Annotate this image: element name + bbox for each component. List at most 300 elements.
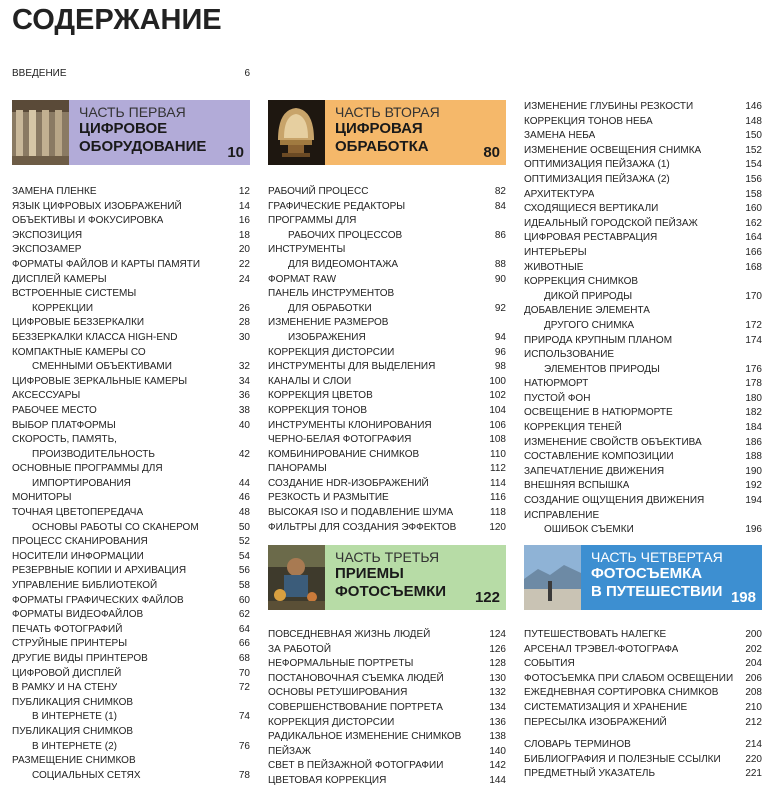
toc-entry-title: СОСТАВЛЕНИЕ КОМПОЗИЦИИ	[524, 451, 674, 463]
toc-entry-title: ФОРМАТЫ ВИДЕОФАЙЛОВ	[12, 609, 144, 621]
toc-entry[interactable]	[12, 185, 250, 200]
toc-entry[interactable]	[268, 346, 506, 361]
toc-entry[interactable]	[268, 672, 506, 687]
toc-entry-page: 156	[745, 173, 762, 185]
toc-entry-title: НЕФОРМАЛЬНЫЕ ПОРТРЕТЫ	[268, 658, 414, 670]
toc-entry-page: 202	[745, 643, 762, 655]
toc-entry-page: 152	[745, 144, 762, 156]
toc-entry[interactable]	[524, 319, 762, 334]
toc-entry-page: 112	[490, 463, 506, 475]
toc-entry[interactable]	[268, 701, 506, 716]
toc-entry-page: 196	[745, 524, 762, 536]
toc-entry-title: КОРРЕКЦИЯ ЦВЕТОВ	[268, 390, 373, 402]
part-three-image	[268, 545, 325, 610]
toc-entry-page: 44	[238, 477, 250, 489]
toc-entry-title: СИСТЕМАТИЗАЦИЯ И ХРАНЕНИЕ	[524, 701, 688, 713]
page-title: СОДЕРЖАНИЕ	[12, 4, 222, 36]
toc-entry-page: 172	[745, 319, 762, 331]
toc-entry[interactable]	[12, 477, 250, 492]
toc-entry-title: СВЕТ В ПЕЙЗАЖНОЙ ФОТОГРАФИИ	[268, 760, 444, 772]
toc-entry-title: ЦИФРОВЫЕ ЗЕРКАЛЬНЫЕ КАМЕРЫ	[12, 375, 188, 387]
toc-entry-page: 26	[238, 302, 250, 314]
toc-entry-title: ФОРМАТ RAW	[268, 273, 337, 285]
toc-entry-page: 20	[238, 244, 250, 256]
toc-entry-page: 32	[238, 361, 250, 373]
toc-entry-title: АКСЕССУАРЫ	[12, 390, 81, 402]
part-two-header[interactable]	[268, 100, 506, 165]
toc-entry[interactable]	[268, 419, 506, 434]
toc-entry-page: 108	[489, 434, 506, 446]
toc-entry-title: СМЕННЫМИ ОБЪЕКТИВАМИ	[32, 361, 172, 373]
part-one-title-line1: ЦИФРОВОЕ	[79, 120, 168, 137]
toc-entry[interactable]	[524, 465, 762, 480]
toc-entry-title: ОСНОВЫ РАБОТЫ СО СКАНЕРОМ	[32, 521, 199, 533]
toc-entry-title: ПЕЧАТЬ ФОТОГРАФИЙ	[12, 623, 123, 635]
toc-entry-page: 214	[745, 739, 762, 751]
part-four-header[interactable]	[524, 545, 762, 610]
toc-entry-title: КОМБИНИРОВАНИЕ СНИМКОВ	[268, 448, 420, 460]
toc-entry-page: 66	[238, 638, 250, 650]
toc-entry[interactable]	[268, 404, 506, 419]
toc-entry[interactable]	[12, 316, 250, 331]
toc-entry-title: СТРУЙНЫЕ ПРИНТЕРЫ	[12, 638, 128, 650]
toc-entry-title: СОЗДАНИЕ HDR-ИЗОБРАЖЕНИЙ	[268, 477, 429, 489]
part-three-header[interactable]	[268, 545, 506, 610]
toc-entry[interactable]	[524, 115, 762, 130]
toc-entry-page: 142	[489, 760, 506, 772]
toc-entry-page	[246, 754, 250, 769]
toc-entry[interactable]	[268, 360, 506, 375]
toc-entry-title: ИЗОБРАЖЕНИЯ	[288, 331, 366, 343]
toc-column-part-two	[268, 185, 506, 535]
toc-entry-page: 132	[489, 687, 506, 699]
toc-entry-title: ОПТИМИЗАЦИЯ ПЕЙЗАЖА (1)	[524, 159, 670, 171]
toc-entry-page: 180	[745, 392, 762, 404]
toc-entry[interactable]	[12, 550, 250, 565]
toc-entry[interactable]	[12, 667, 250, 682]
toc-entry-page: 126	[489, 643, 506, 655]
toc-entry[interactable]	[524, 231, 762, 246]
toc-entry-page: 124	[489, 629, 506, 640]
toc-entry-page: 36	[238, 390, 250, 402]
toc-entry[interactable]	[12, 506, 250, 521]
toc-entry[interactable]	[268, 745, 506, 760]
toc-entry-title: СКОРОСТЬ, ПАМЯТЬ,	[12, 434, 117, 446]
toc-entry-title: ПУБЛИКАЦИЯ СНИМКОВ	[12, 696, 134, 708]
toc-entry-page: 140	[489, 745, 506, 757]
toc-entry-title: ЯЗЫК ЦИФРОВЫХ ИЗОБРАЖЕНИЙ	[12, 200, 182, 212]
toc-entry-page: 212	[745, 716, 762, 728]
toc-entry[interactable]	[524, 290, 762, 305]
toc-entry-title: ДОБАВЛЕНИЕ ЭЛЕМЕНТА	[524, 305, 650, 317]
toc-entry-title: ФОРМАТЫ ФАЙЛОВ И КАРТЫ ПАМЯТИ	[12, 258, 201, 270]
toc-entry[interactable]	[12, 652, 250, 667]
toc-entry-page	[502, 287, 506, 302]
part-three-label: ЧАСТЬ ТРЕТЬЯ	[335, 549, 440, 565]
toc-entry-title: ЗАПЕЧАТЛЕНИЕ ДВИЖЕНИЯ	[524, 465, 665, 477]
toc-entry[interactable]	[524, 716, 762, 731]
toc-entry[interactable]	[12, 740, 250, 755]
toc-entry-title: КОРРЕКЦИЯ ТОНОВ НЕБА	[524, 115, 653, 127]
toc-entry-title: В ИНТЕРНЕТЕ (2)	[32, 740, 117, 752]
toc-entry[interactable]	[12, 623, 250, 638]
toc-entry-page: 86	[494, 229, 506, 241]
toc-entry[interactable]	[524, 628, 762, 643]
toc-entry[interactable]	[268, 200, 506, 215]
toc-entry[interactable]	[524, 494, 762, 509]
toc-entry-title: ДРУГОГО СНИМКА	[544, 319, 635, 331]
toc-entry-title: КОМПАКТНЫЕ КАМЕРЫ СО	[12, 346, 146, 358]
toc-entry[interactable]	[12, 448, 250, 463]
toc-entry-title: ДИКОЙ ПРИРОДЫ	[544, 290, 633, 302]
toc-entry[interactable]	[12, 433, 250, 448]
toc-entry-title: КАНАЛЫ И СЛОИ	[268, 375, 352, 387]
toc-entry-title: ЭЛЕМЕНТОВ ПРИРОДЫ	[544, 363, 660, 375]
toc-entry-page: 58	[238, 580, 250, 592]
toc-entry[interactable]	[268, 214, 506, 229]
toc-entry-title: БИБЛИОГРАФИЯ И ПОЛЕЗНЫЕ ССЫЛКИ	[524, 753, 721, 765]
toc-entry[interactable]	[268, 521, 506, 536]
toc-entry-title: ПУБЛИКАЦИЯ СНИМКОВ	[12, 725, 134, 737]
toc-entry-page: 188	[745, 451, 762, 463]
toc-entry[interactable]	[524, 304, 762, 319]
toc-entry-title: ОСНОВЫ РЕТУШИРОВАНИЯ	[268, 687, 408, 699]
toc-entry-title: ЦИФРОВАЯ РЕСТАВРАЦИЯ	[524, 232, 658, 244]
toc-entry-title: ДЛЯ ОБРАБОТКИ	[288, 302, 372, 314]
toc-entry[interactable]	[12, 579, 250, 594]
toc-entry-title: ВНЕШНЯЯ ВСПЫШКА	[524, 480, 630, 492]
toc-entry[interactable]	[268, 716, 506, 731]
toc-entry-page	[758, 509, 762, 524]
toc-entry-title: ЕЖЕДНЕВНАЯ СОРТИРОВКА СНИМКОВ	[524, 687, 719, 699]
toc-entry-title: МОНИТОРЫ	[12, 492, 72, 504]
toc-entry[interactable]	[524, 523, 762, 538]
toc-entry-title: ПОВСЕДНЕВНАЯ ЖИЗНЬ ЛЮДЕЙ	[268, 629, 431, 640]
toc-entry[interactable]	[524, 738, 762, 753]
toc-entry[interactable]	[12, 273, 250, 288]
toc-entry-title: ДРУГИЕ ВИДЫ ПРИНТЕРОВ	[12, 653, 148, 664]
toc-entry-page: 174	[745, 334, 762, 346]
toc-entry[interactable]	[524, 144, 762, 159]
part-one-header[interactable]	[12, 100, 250, 165]
toc-entry-title: СОБЫТИЯ	[524, 658, 575, 670]
toc-entry-title: НОСИТЕЛИ ИНФОРМАЦИИ	[12, 550, 144, 562]
toc-entry-page: 130	[489, 672, 506, 684]
toc-entry-title: РАБОЧЕЕ МЕСТО	[12, 404, 97, 416]
toc-entry-page: 120	[489, 521, 506, 533]
toc-column-part-four	[524, 628, 762, 782]
toc-entry[interactable]	[12, 462, 250, 477]
toc-entry[interactable]	[524, 188, 762, 203]
toc-entry[interactable]	[12, 214, 250, 229]
toc-entry[interactable]	[12, 287, 250, 302]
toc-entry[interactable]	[524, 643, 762, 658]
toc-column-part-one	[12, 185, 250, 783]
toc-entry-page: 208	[745, 687, 762, 699]
toc-entry[interactable]	[268, 389, 506, 404]
toc-entry-page: 164	[745, 232, 762, 244]
intro-page: 6	[244, 68, 250, 79]
toc-entry-title: ФИЛЬТРЫ ДЛЯ СОЗДАНИЯ ЭФФЕКТОВ	[268, 521, 457, 533]
toc-entry[interactable]	[524, 363, 762, 378]
toc-entry[interactable]	[524, 217, 762, 232]
toc-entry[interactable]	[524, 509, 762, 524]
toc-entry-title: ИЗМЕНЕНИЕ СВОЙСТВ ОБЪЕКТИВА	[524, 436, 702, 448]
toc-entry[interactable]	[268, 686, 506, 701]
toc-entry-title: ИНСТРУМЕНТЫ КЛОНИРОВАНИЯ	[268, 419, 432, 431]
toc-entry-title: ГРАФИЧЕСКИЕ РЕДАКТОРЫ	[268, 200, 406, 212]
toc-entry[interactable]	[524, 686, 762, 701]
toc-entry[interactable]	[12, 389, 250, 404]
toc-entry-page: 38	[238, 404, 250, 416]
toc-entry[interactable]	[12, 419, 250, 434]
toc-entry[interactable]	[12, 696, 250, 711]
toc-entry-title: ИСПОЛЬЗОВАНИЕ	[524, 349, 615, 361]
toc-entry[interactable]	[12, 360, 250, 375]
toc-entry-page: 170	[745, 290, 762, 302]
toc-entry[interactable]	[268, 628, 506, 643]
toc-entry[interactable]	[268, 491, 506, 506]
toc-entry-page: 12	[238, 186, 250, 197]
toc-entry-title: ЧЕРНО-БЕЛАЯ ФОТОГРАФИЯ	[268, 434, 412, 446]
toc-entry[interactable]	[524, 129, 762, 144]
toc-entry-title: НАТЮРМОРТ	[524, 378, 589, 390]
toc-entry-title: ЗАМЕНА НЕБА	[524, 130, 596, 142]
toc-entry[interactable]	[524, 753, 762, 768]
toc-entry[interactable]	[268, 657, 506, 672]
toc-entry-title: ПРЕДМЕТНЫЙ УКАЗАТЕЛЬ	[524, 768, 656, 780]
toc-entry[interactable]	[524, 657, 762, 672]
toc-entry[interactable]	[12, 754, 250, 769]
toc-entry[interactable]	[268, 506, 506, 521]
toc-entry[interactable]	[268, 243, 506, 258]
toc-entry-title: ПРОЦЕСС СКАНИРОВАНИЯ	[12, 536, 148, 548]
toc-entry-page: 24	[238, 273, 250, 285]
toc-entry[interactable]	[268, 258, 506, 273]
toc-entry[interactable]	[268, 774, 506, 789]
intro-label: ВВЕДЕНИЕ	[12, 68, 67, 79]
toc-column-part-three	[268, 628, 506, 789]
toc-entry-page: 54	[238, 550, 250, 562]
toc-entry-page: 52	[238, 536, 250, 548]
toc-entry-page: 22	[238, 258, 250, 270]
toc-entry-page: 78	[238, 769, 250, 781]
toc-entry[interactable]	[12, 302, 250, 317]
toc-entry-page: 72	[238, 682, 250, 694]
toc-entry[interactable]	[268, 273, 506, 288]
toc-entry[interactable]	[268, 759, 506, 774]
part-one-label: ЧАСТЬ ПЕРВАЯ	[79, 104, 186, 120]
toc-entry-title: ОБЪЕКТИВЫ И ФОКУСИРОВКА	[12, 215, 164, 227]
toc-entry[interactable]	[12, 594, 250, 609]
toc-entry-page: 166	[745, 246, 762, 258]
toc-entry[interactable]	[268, 287, 506, 302]
toc-entry-title: ИЗМЕНЕНИЕ ОСВЕЩЕНИЯ СНИМКА	[524, 144, 702, 156]
toc-entry-page: 94	[494, 331, 506, 343]
toc-entry-page	[502, 214, 506, 229]
toc-entry[interactable]	[268, 730, 506, 745]
toc-entry-title: ИНТЕРЬЕРЫ	[524, 246, 587, 258]
toc-entry-title: АРСЕНАЛ ТРЭВЕЛ-ФОТОГРАФА	[524, 643, 679, 655]
toc-entry[interactable]	[268, 643, 506, 658]
toc-entry-page: 30	[238, 331, 250, 343]
part-two-page: 80	[483, 144, 500, 161]
toc-entry[interactable]	[12, 710, 250, 725]
toc-entry[interactable]	[12, 404, 250, 419]
toc-entry[interactable]	[524, 275, 762, 290]
toc-entry[interactable]	[524, 100, 762, 115]
toc-entry[interactable]	[524, 202, 762, 217]
spacer	[524, 730, 762, 738]
toc-entry-page: 176	[745, 363, 762, 375]
toc-entry[interactable]	[524, 392, 762, 407]
toc-entry-page	[502, 316, 506, 331]
toc-entry[interactable]	[268, 185, 506, 200]
toc-entry[interactable]	[524, 672, 762, 687]
toc-entry-title: ИНСТРУМЕНТЫ ДЛЯ ВЫДЕЛЕНИЯ	[268, 361, 436, 373]
toc-entry-title: ИЗМЕНЕНИЕ ГЛУБИНЫ РЕЗКОСТИ	[524, 101, 694, 112]
toc-entry[interactable]	[268, 448, 506, 463]
toc-entry[interactable]	[12, 769, 250, 784]
toc-entry-title: КОРРЕКЦИЯ ТОНОВ	[268, 404, 368, 416]
part-one-image	[12, 100, 69, 165]
toc-entry-page: 146	[745, 101, 762, 112]
toc-entry[interactable]	[12, 331, 250, 346]
intro-entry[interactable]	[12, 68, 250, 79]
toc-entry[interactable]	[268, 462, 506, 477]
toc-entry-page: 74	[238, 711, 250, 723]
toc-column-part-three-continued	[524, 100, 762, 538]
toc-entry[interactable]	[12, 564, 250, 579]
toc-entry-page: 148	[745, 115, 762, 127]
toc-entry[interactable]	[524, 261, 762, 276]
toc-entry-page: 160	[745, 203, 762, 215]
toc-entry[interactable]	[12, 681, 250, 696]
part-four-label: ЧАСТЬ ЧЕТВЕРТАЯ	[591, 549, 723, 565]
toc-entry[interactable]	[524, 450, 762, 465]
toc-entry-title: УПРАВЛЕНИЕ БИБЛИОТЕКОЙ	[12, 580, 158, 592]
toc-entry-title: ВЫСОКАЯ ISO И ПОДАВЛЕНИЕ ШУМА	[268, 507, 454, 519]
toc-entry[interactable]	[524, 377, 762, 392]
toc-entry[interactable]	[524, 348, 762, 363]
toc-entry-page: 50	[238, 521, 250, 533]
toc-entry-title: ДЛЯ ВИДЕОМОНТАЖА	[288, 258, 399, 270]
toc-entry-title: КОРРЕКЦИИ	[32, 302, 94, 314]
toc-entry[interactable]	[12, 725, 250, 740]
toc-entry[interactable]	[268, 229, 506, 244]
toc-entry-title: ИМПОРТИРОВАНИЯ	[32, 477, 131, 489]
part-four-title-line2: В ПУТЕШЕСТВИИ	[591, 583, 723, 600]
toc-entry[interactable]	[12, 608, 250, 623]
toc-entry[interactable]	[268, 375, 506, 390]
toc-entry-page	[246, 462, 250, 477]
toc-entry[interactable]	[524, 406, 762, 421]
toc-entry-page	[246, 287, 250, 302]
toc-entry[interactable]	[12, 229, 250, 244]
toc-entry[interactable]	[524, 767, 762, 782]
toc-entry[interactable]	[524, 334, 762, 349]
toc-entry-page: 150	[745, 130, 762, 142]
toc-entry[interactable]	[12, 521, 250, 536]
toc-entry-page: 221	[745, 768, 762, 780]
part-four-image	[524, 545, 581, 610]
toc-entry-page	[246, 346, 250, 361]
toc-entry-page: 82	[494, 186, 506, 197]
toc-entry-page: 18	[238, 229, 250, 241]
toc-entry-title: ФОРМАТЫ ГРАФИЧЕСКИХ ФАЙЛОВ	[12, 594, 184, 606]
toc-entry-page: 70	[238, 667, 250, 679]
toc-entry-title: АРХИТЕКТУРА	[524, 188, 595, 200]
toc-entry-page: 84	[494, 200, 506, 212]
toc-entry[interactable]	[524, 173, 762, 188]
toc-entry[interactable]	[12, 258, 250, 273]
toc-entry-title: ИЗМЕНЕНИЕ РАЗМЕРОВ	[268, 317, 389, 329]
toc-entry[interactable]	[268, 331, 506, 346]
toc-entry-page: 168	[745, 261, 762, 273]
toc-entry[interactable]	[12, 491, 250, 506]
toc-entry-title: ИСПРАВЛЕНИЕ	[524, 509, 600, 521]
toc-entry-page: 220	[745, 753, 762, 765]
part-two-title-line2: ОБРАБОТКА	[335, 138, 429, 155]
toc-entry-title: ПРИРОДА КРУПНЫМ ПЛАНОМ	[524, 334, 673, 346]
toc-entry-page: 194	[745, 495, 762, 507]
toc-entry-page: 46	[238, 492, 250, 504]
toc-entry-title: ПУТЕШЕСТВОВАТЬ НАЛЕГКЕ	[524, 629, 667, 640]
toc-entry-title: КОРРЕКЦИЯ ТЕНЕЙ	[524, 422, 622, 434]
part-four-title-line1: ФОТОСЪЕМКА	[591, 565, 703, 582]
toc-entry[interactable]	[12, 346, 250, 361]
toc-entry[interactable]	[12, 375, 250, 390]
toc-entry-page	[246, 696, 250, 711]
toc-entry[interactable]	[524, 701, 762, 716]
toc-entry-page: 40	[238, 419, 250, 431]
toc-entry[interactable]	[268, 316, 506, 331]
toc-entry[interactable]	[12, 200, 250, 215]
toc-entry-title: ПЕРЕСЫЛКА ИЗОБРАЖЕНИЙ	[524, 716, 667, 728]
toc-entry-title: ВЫБОР ПЛАТФОРМЫ	[12, 419, 116, 431]
toc-entry-page: 56	[238, 565, 250, 577]
toc-entry[interactable]	[268, 302, 506, 317]
toc-entry-page: 190	[745, 465, 762, 477]
toc-entry-page	[758, 275, 762, 290]
toc-entry-title: СОЗДАНИЕ ОЩУЩЕНИЯ ДВИЖЕНИЯ	[524, 495, 705, 507]
toc-entry-page: 100	[489, 375, 506, 387]
toc-entry-title: ЦИФРОВОЙ ДИСПЛЕЙ	[12, 667, 122, 679]
toc-entry-page: 136	[489, 716, 506, 728]
toc-entry[interactable]	[524, 436, 762, 451]
toc-entry[interactable]	[524, 479, 762, 494]
toc-entry-page: 92	[494, 302, 506, 314]
toc-entry[interactable]	[524, 421, 762, 436]
toc-entry-title: ПЕЙЗАЖ	[268, 745, 311, 757]
toc-entry-title: ОШИБОК СЪЕМКИ	[544, 524, 634, 536]
toc-entry-title: СЛОВАРЬ ТЕРМИНОВ	[524, 739, 631, 751]
toc-entry[interactable]	[12, 637, 250, 652]
toc-entry[interactable]	[524, 158, 762, 173]
toc-entry[interactable]	[268, 433, 506, 448]
toc-entry[interactable]	[12, 535, 250, 550]
part-three-title-line2: ФОТОСЪЕМКИ	[335, 583, 447, 600]
toc-entry-page	[502, 243, 506, 258]
toc-entry-title: ИДЕАЛЬНЫЙ ГОРОДСКОЙ ПЕЙЗАЖ	[524, 217, 698, 229]
toc-entry[interactable]	[524, 246, 762, 261]
toc-entry[interactable]	[12, 243, 250, 258]
toc-entry-title: ПОСТАНОВОЧНАЯ СЪЕМКА ЛЮДЕЙ	[268, 672, 444, 684]
toc-entry[interactable]	[268, 477, 506, 492]
toc-entry-title: ИНСТРУМЕНТЫ	[268, 244, 346, 256]
toc-entry-title: ЗА РАБОТОЙ	[268, 643, 332, 655]
toc-entry-page: 116	[490, 492, 506, 504]
